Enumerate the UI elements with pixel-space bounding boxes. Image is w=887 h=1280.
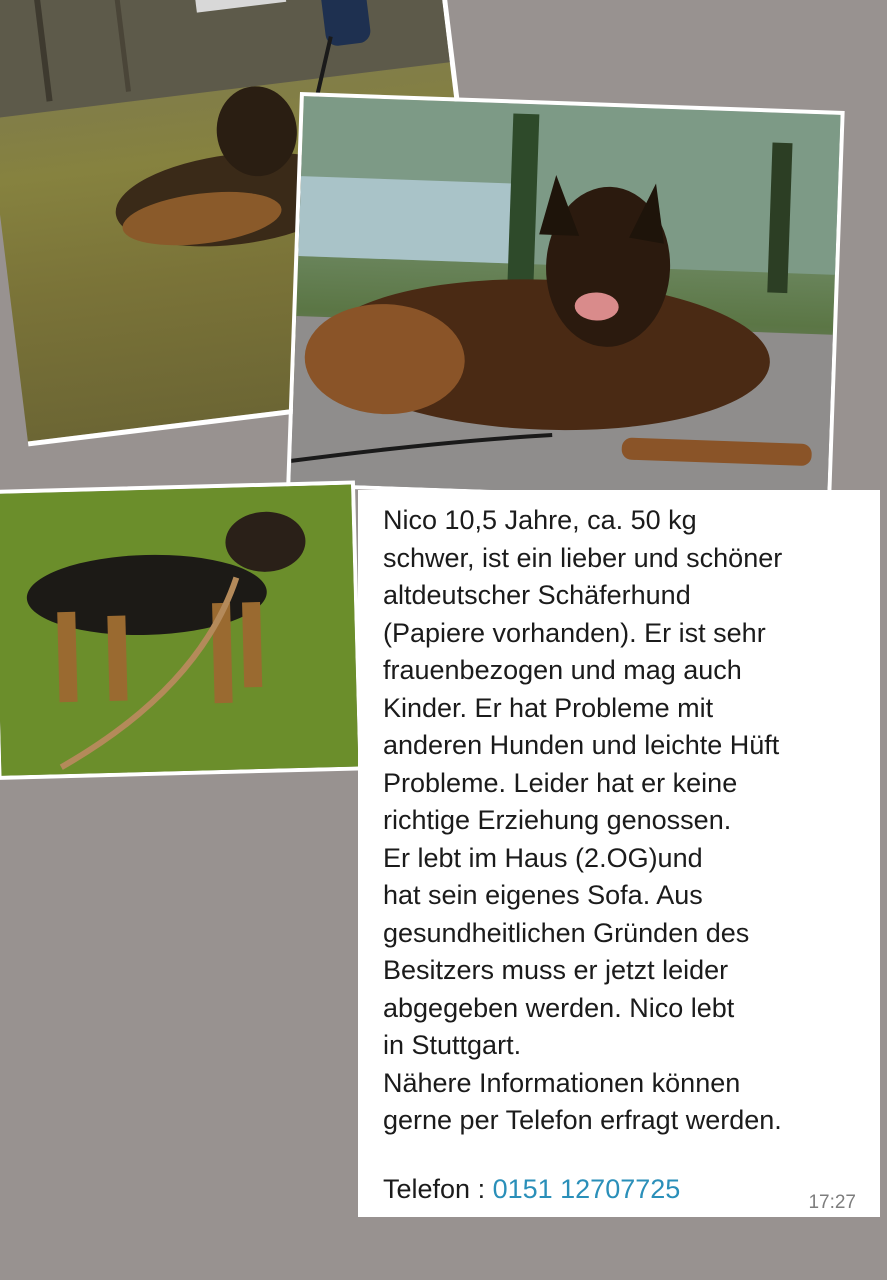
photo-dog-standing-grass[interactable] — [0, 480, 362, 779]
message-line: Kinder. Er hat Probleme mit — [383, 692, 714, 723]
phone-row — [383, 1174, 680, 1205]
message-bubble — [358, 490, 880, 1217]
message-line: hat sein eigenes Sofa. Aus — [383, 880, 703, 910]
message-line: altdeutscher Schäferhund — [383, 580, 691, 610]
message-line: Er lebt im Haus (2.OG)und — [383, 842, 703, 873]
message-line: anderen Hunden und leichte Hüft — [383, 730, 780, 760]
photo3-illustration — [0, 484, 362, 780]
message-line: gerne per Telefon erfragt werden. — [383, 1105, 782, 1135]
message-line: Nico 10,5 Jahre, ca. 50 kg — [383, 505, 697, 535]
message-line: frauenbezogen und mag auch — [383, 655, 742, 685]
phone-label: Telefon : — [383, 1174, 493, 1204]
message-line: (Papiere vorhanden). Er ist sehr — [383, 617, 766, 648]
message-line: abgegeben werden. Nico lebt — [383, 992, 735, 1023]
photo2-illustration — [290, 96, 845, 506]
message-line: schwer, ist ein lieber und schöner — [383, 542, 783, 573]
message-line: Besitzers muss er jetzt leider — [383, 955, 729, 985]
message-line: richtige Erziehung genossen. — [383, 805, 732, 835]
message-timestamp: 17:27 — [808, 1192, 856, 1213]
photo-dog-lying-gravel[interactable] — [286, 92, 844, 506]
message-line: in Stuttgart. — [383, 1030, 522, 1060]
message-line: gesundheitlichen Gründen des — [383, 917, 750, 948]
message-line: Probleme. Leider hat er keine — [383, 767, 738, 798]
phone-number-link[interactable]: 0151 12707725 — [492, 1174, 681, 1204]
message-text — [383, 502, 856, 1140]
message-line: Nähere Informationen können — [383, 1067, 741, 1098]
